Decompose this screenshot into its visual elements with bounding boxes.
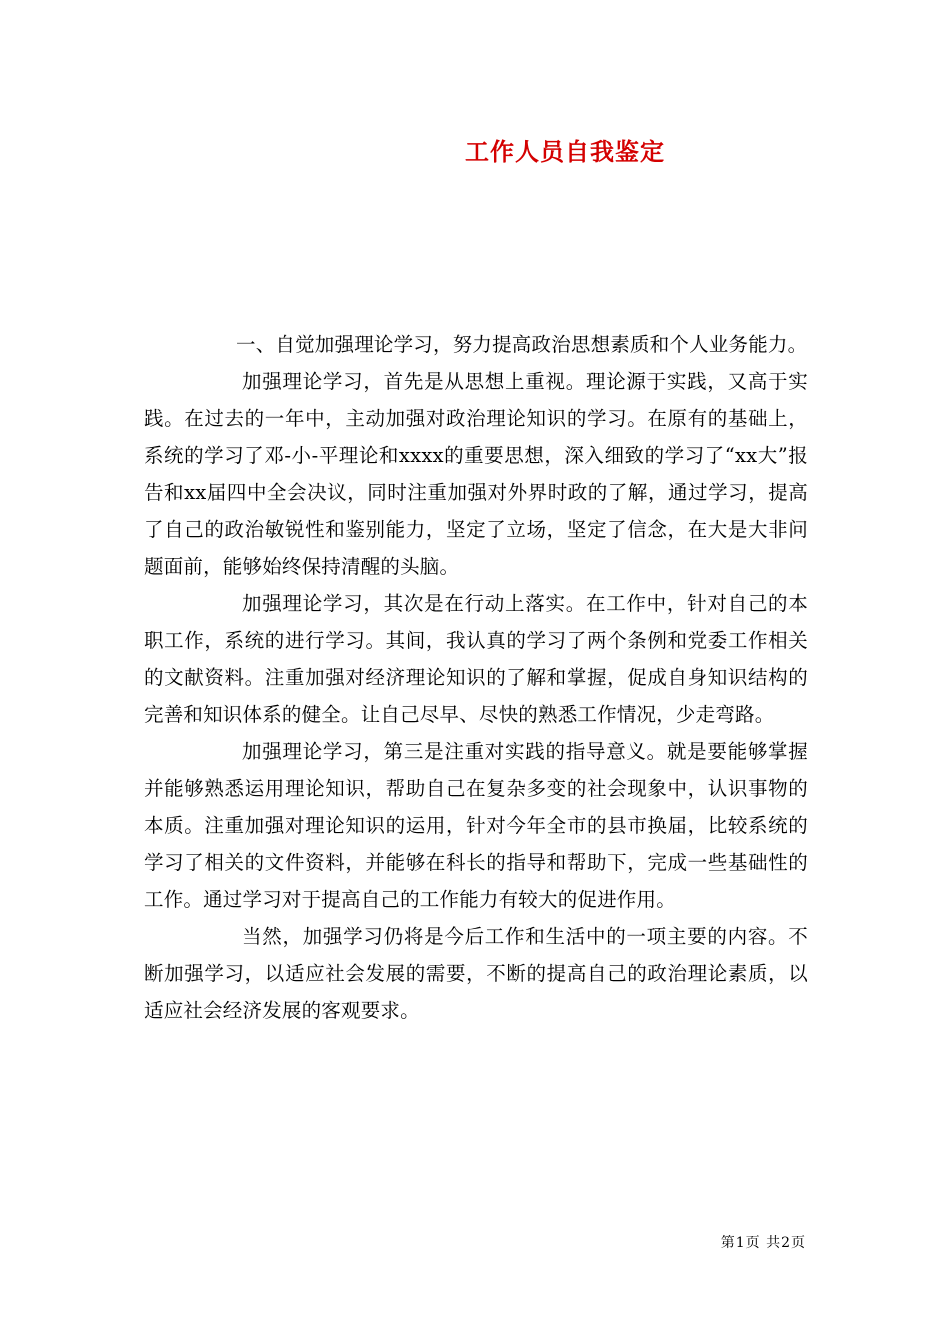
body-paragraph: 加强理论学习，第三是注重对实践的指导意义。就是要能够掌握并能够熟悉运用理论知识，帮助自己在复杂多变的社会现象中，认识事物的本质。注重加强对理论知识的运用，针对今年全市的县市换届，比较系统的学习了相关的文件资料，并能够在科长的指导和帮助下，完成一些基础性的工作。通过学习对于提高自己的工作能力有较大的促进作用。 <box>144 740 808 911</box>
document-title: 工作人员自我鉴定 <box>465 137 665 166</box>
body-paragraph: 当然，加强学习仍将是今后工作和生活中的一项主要的内容。不断加强学习，以适应社会发展的需要，不断的提高自己的政治理论素质，以适应社会经济发展的客观要求。 <box>144 925 808 1022</box>
document-body <box>144 326 808 1029</box>
page-number-footer: 第1页 共2页 <box>720 1235 806 1251</box>
body-paragraph: 加强理论学习，首先是从思想上重视。理论源于实践，又高于实践。在过去的一年中，主动加强对政治理论知识的学习。在原有的基础上，系统的学习了邓-小-平理论和xxxx的重要思想，深入细致的学习了“xx大”报告和xx届四中全会决议，同时注重加强对外界时政的了解，通过学习，提高了自己的政治敏锐性和鉴别能力，坚定了立场，坚定了信念，在大是大非问题面前，能够始终保持清醒的头脑。 <box>144 370 808 578</box>
section-heading: 一、自觉加强理论学习，努力提高政治思想素质和个人业务能力。 <box>236 333 808 356</box>
body-paragraph: 加强理论学习，其次是在行动上落实。在工作中，针对自己的本职工作，系统的进行学习。其间，我认真的学习了两个条例和党委工作相关的文献资料。注重加强对经济理论知识的了解和掌握，促成自身知识结构的完善和知识体系的健全。让自己尽早、尽快的熟悉工作情况，少走弯路。 <box>144 592 808 726</box>
